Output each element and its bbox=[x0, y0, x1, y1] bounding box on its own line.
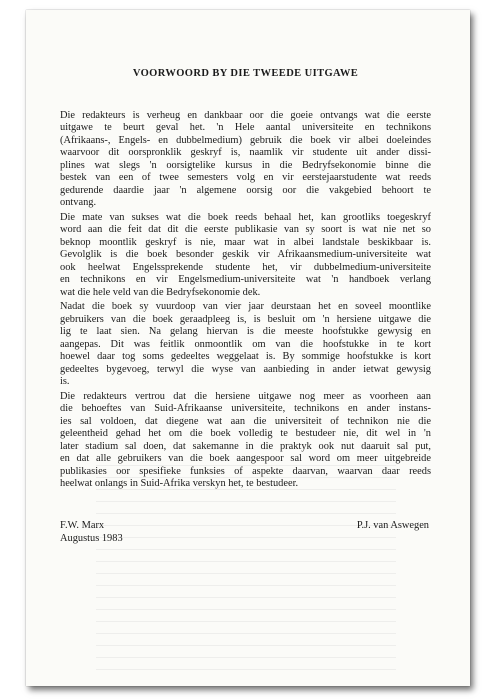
text-line: waarvoor dit oorspronklik geskryf is, naamlik vir studente uit ander dissi- bbox=[60, 147, 431, 158]
text-line: wat die hele veld van die Bedryfsekonomie dek. bbox=[60, 286, 261, 298]
text-line: (Afrikaans-, Engels- en dubbelmedium) gebruik die boek vir albei doeleindes bbox=[60, 134, 431, 146]
signature-left bbox=[60, 519, 123, 545]
text-line: en technikons en vir Engelsmedium-universiteite wat 'n handboek verlang bbox=[60, 274, 431, 285]
page-content bbox=[60, 68, 431, 545]
text-line: Die mate van sukses wat die boek reeds behaal het, kan grootliks toegeskryf bbox=[60, 211, 431, 223]
signature-block bbox=[60, 519, 431, 545]
text-line: Gevolglik is die boek besonder geskik vir Afrikaansmedium-universiteite wat bbox=[60, 249, 431, 260]
text-line: geleentheid gehad het om die boek volledig te bestudeer nie, dit wel in 'n bbox=[60, 428, 431, 439]
text-line: ontvang. bbox=[60, 197, 97, 208]
text-line: plines wat slegs 'n oorsigtelike kursus in die Bedryfsekonomie binne die bbox=[60, 159, 431, 171]
text-line: gedurende daardie jaar 'n algemene oorsig oor die vakgebied behoort te bbox=[60, 184, 431, 196]
text-line: en dat alle gebruikers van die boek aangespoor sal word om meer uitgebreide bbox=[60, 453, 431, 464]
signature-right bbox=[357, 519, 431, 545]
paragraph-3 bbox=[60, 301, 431, 389]
signatory-name-right: P.J. van Aswegen bbox=[356, 519, 429, 531]
text-line: hoewel daar tog soms gedeeltes weggelaat is. By sommige hoofstukke is kort bbox=[60, 351, 431, 362]
text-line: heelwat onlangs in Suid-Afrika verskyn het, te bestudeer. bbox=[60, 478, 299, 489]
page-title: VOORWOORD BY DIE TWEEDE UITGAWE bbox=[132, 68, 359, 79]
body-text bbox=[60, 110, 431, 491]
text-line: beknop moontlik geskryf is nie, maar wat in albei landstale beskikbaar is. bbox=[60, 236, 431, 248]
text-line: word aan die feit dat dit die eerste publikasie van sy soort is wat nie net so bbox=[60, 224, 431, 235]
signatory-name-left: F.W. Marx bbox=[60, 519, 105, 531]
text-line: Nadat die boek sy vuurdoop van vier jaar deurstaan het en soveel moontlike bbox=[60, 301, 431, 312]
text-line: die behoeftes van Suid-Afrikaanse universiteite, technikons en ander instans- bbox=[60, 403, 431, 414]
text-line: aangepas. Dit was feitlik onmoontlik om van die hoofstukke in te kort bbox=[60, 338, 431, 350]
text-line: bestek van een of twee semesters volg en vir eerstejaarstudente wat reeds bbox=[60, 172, 431, 183]
text-line: Die redakteurs vertrou dat die hersiene uitgawe nog meer as voorheen aan bbox=[60, 390, 431, 402]
signature-date: Augustus 1983 bbox=[60, 532, 123, 544]
text-line: gedeeltes bygevoeg, terwyl die wyse van aanbieding in ander ietwat gewysig bbox=[60, 363, 431, 375]
text-line: ies sal voldoen, dat diegene wat aan die universiteit of technikon nie die bbox=[60, 415, 431, 427]
paragraph-1 bbox=[60, 110, 431, 210]
text-line: uitgawe te beurt geval het. 'n Hele aantal universiteite en technikons bbox=[60, 122, 431, 133]
text-line: is. bbox=[60, 376, 70, 387]
text-line: lig te laat sien. Na gelang hiervan is die meeste hoofstukke gewysig en bbox=[60, 326, 431, 337]
text-line: later stadium sal doen, dat sakemanne in die praktyk ook nut daaruit sal put, bbox=[60, 440, 431, 452]
paragraph-4 bbox=[60, 391, 431, 491]
text-line: ook heelwat Engelssprekende studente het, vir dubbelmedium-universiteite bbox=[60, 261, 431, 273]
document-page bbox=[26, 10, 470, 686]
text-line: gebruikers van die boek geraadpleeg is, is besluit om 'n hersiene uitgawe die bbox=[60, 313, 431, 325]
text-line: Die redakteurs is verheug en dankbaar oor die goeie ontvangs wat die eerste bbox=[60, 109, 431, 121]
paragraph-2 bbox=[60, 212, 431, 300]
text-line: publikasies oor spesifieke funksies of aspekte daarvan, waarvan daar reeds bbox=[60, 465, 431, 477]
